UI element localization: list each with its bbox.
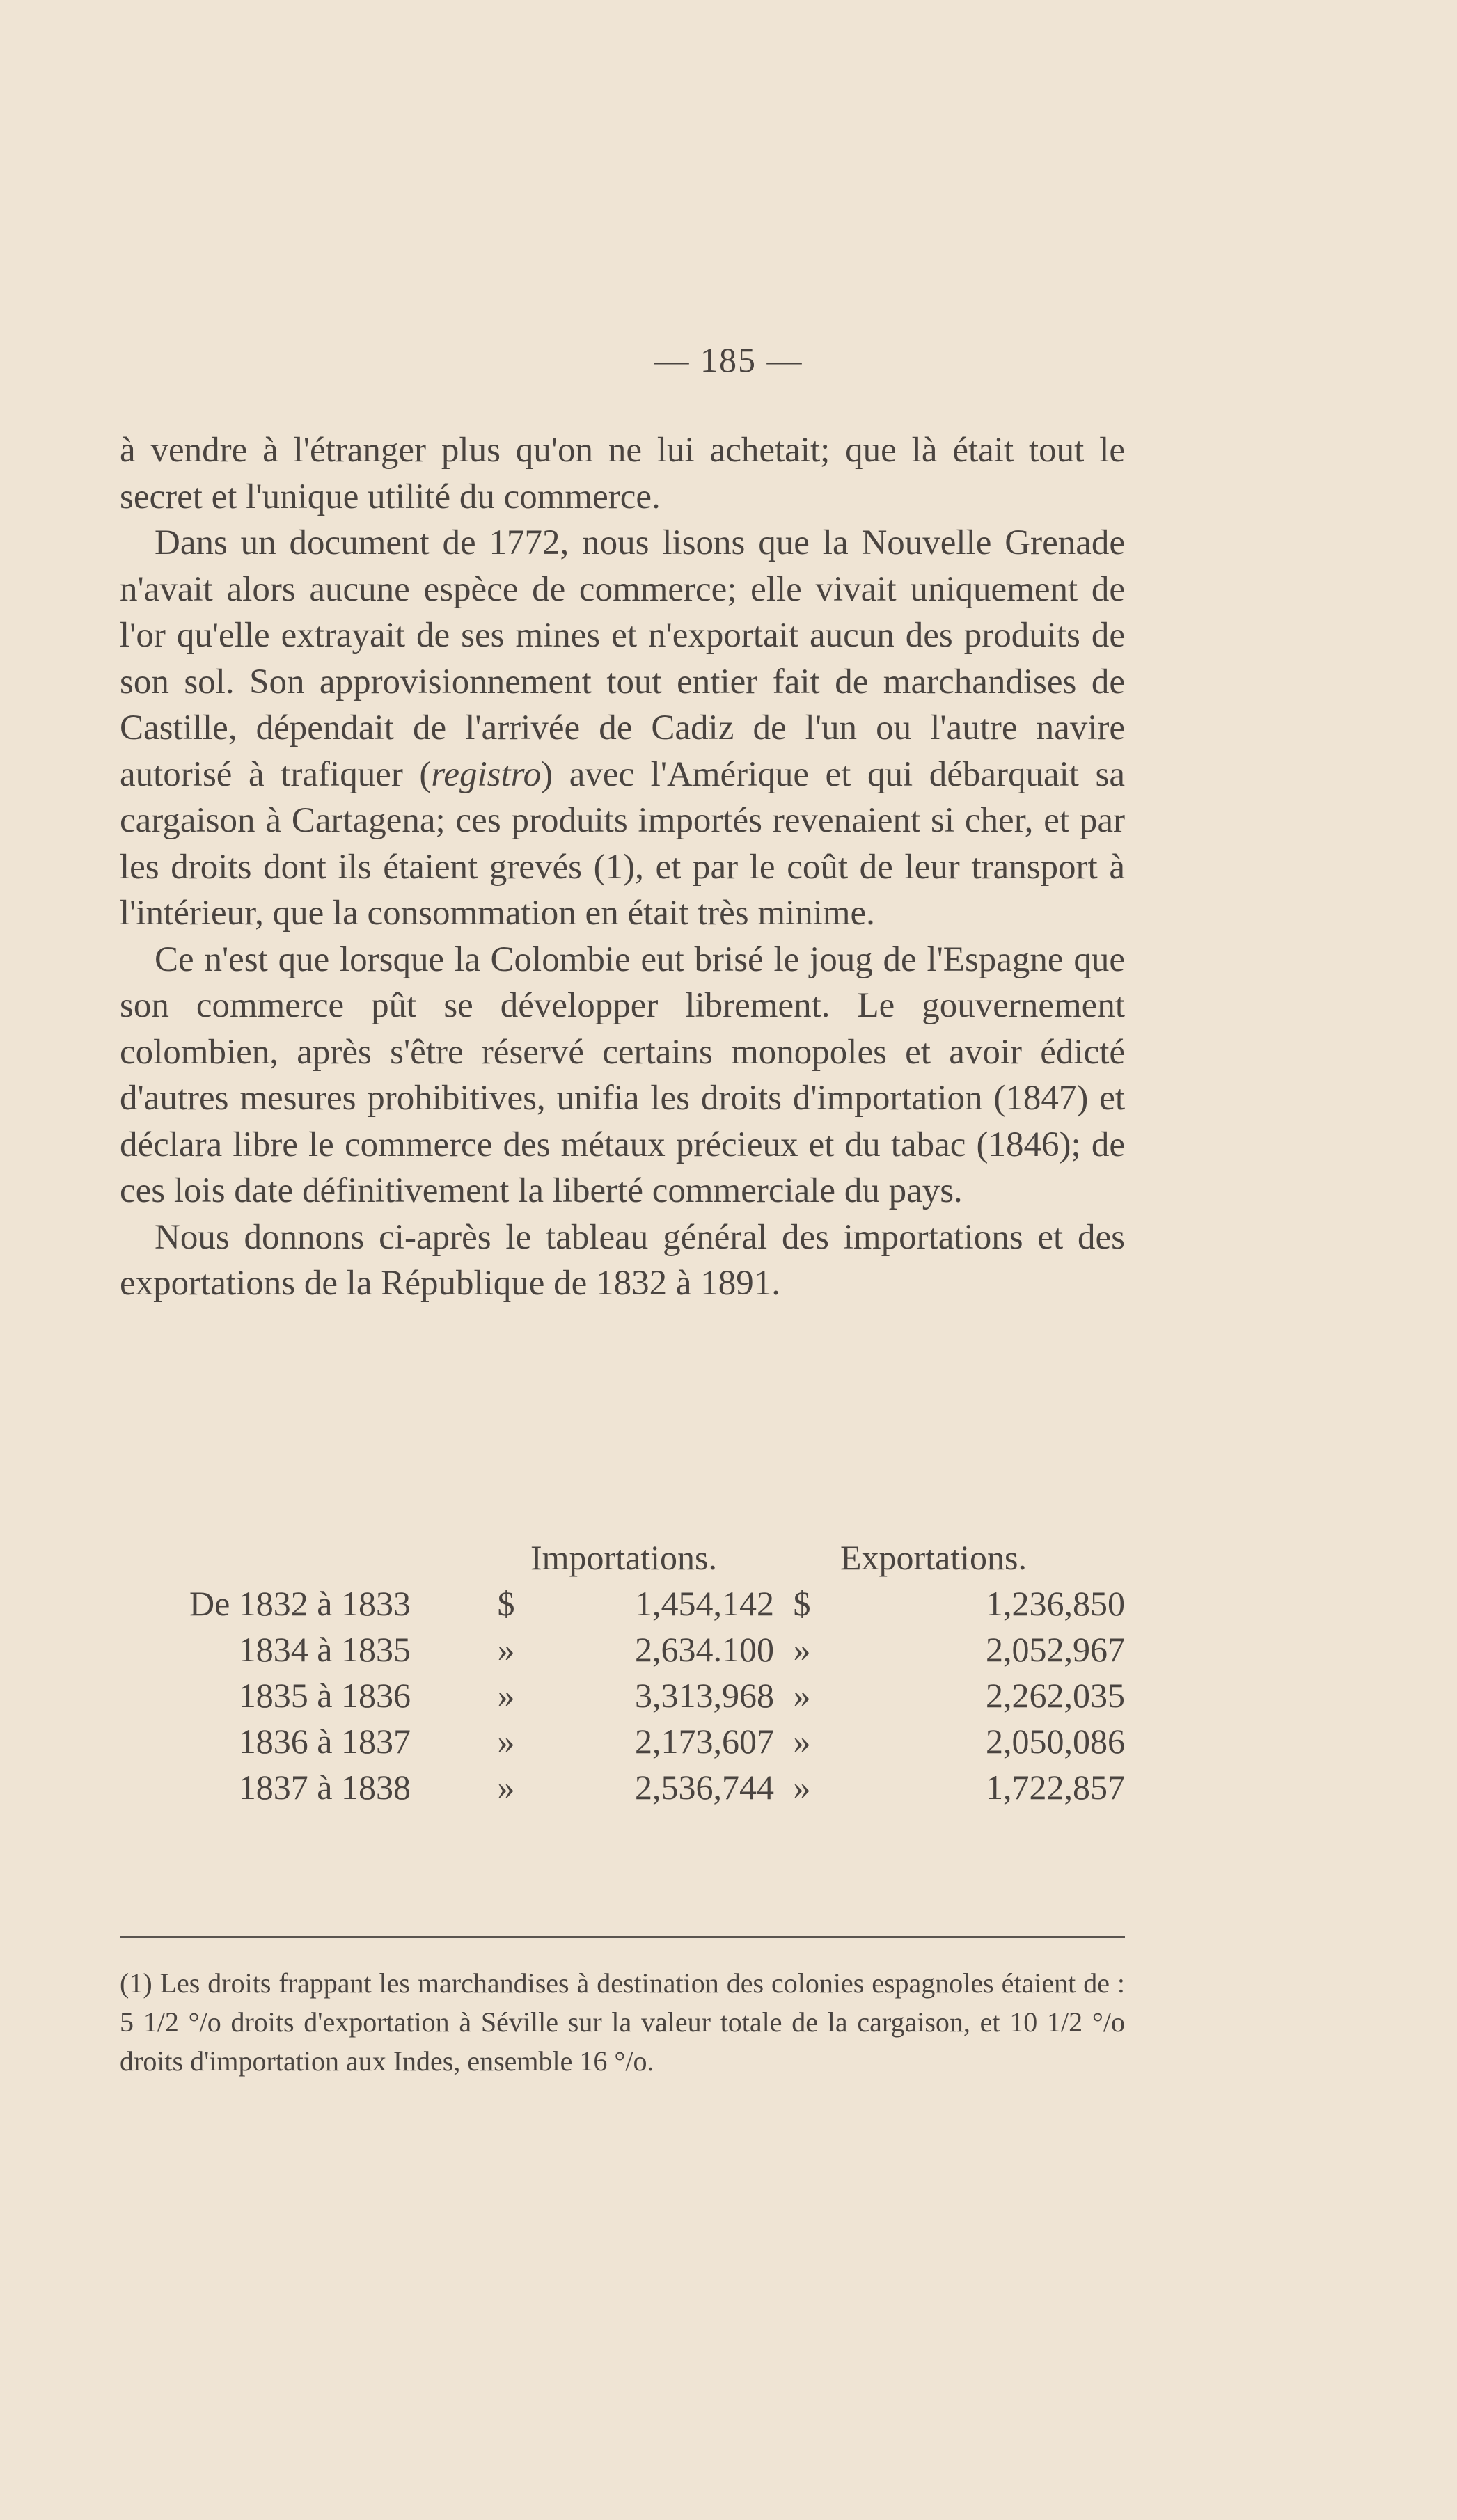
table-row — [120, 1764, 1125, 1810]
cell-period: 1837 à 1838 — [238, 1768, 411, 1807]
cell-period: De 1832 à 1833 — [189, 1584, 411, 1623]
table-row — [120, 1580, 1125, 1626]
trade-table — [120, 1535, 1125, 1810]
cell-currency-imports: » — [497, 1768, 515, 1807]
cell-currency-imports: $ — [497, 1584, 515, 1623]
cell-imports: 2,173,607 — [635, 1722, 774, 1761]
cell-exports: 2,052,967 — [986, 1630, 1125, 1669]
cell-exports: 1,236,850 — [986, 1584, 1125, 1623]
table-row — [120, 1718, 1125, 1764]
body-text — [120, 427, 1125, 1307]
header-exports: Exportations. — [840, 1538, 1027, 1577]
header-imports: Importations. — [530, 1538, 718, 1577]
paragraph-2-part-b: ) avec l'Amérique et qui débarquait sa cargaison à Cartagena; ces produits importés revenaient si cher, et par les droits dont ils étaient grevés (1), et par le coût de leur transport à l'intérieur, que la consommation en était très minime. — [120, 754, 1126, 933]
cell-exports: 2,050,086 — [986, 1722, 1125, 1761]
cell-currency-imports: » — [497, 1676, 515, 1715]
cell-currency-exports: » — [793, 1676, 811, 1715]
cell-exports: 2,262,035 — [986, 1676, 1125, 1715]
footnote: (1) Les droits frappant les marchandises à destination des colonies espagnoles étaient de : 5 1/2 °/o droits d'exportation à Séville sur la valeur totale de la cargaison, et 10 1/2 °/o droits d'importation aux Indes, ensemble 16 °/o. — [120, 1967, 1125, 2077]
cell-period: 1836 à 1837 — [238, 1722, 411, 1761]
paragraph-2-part-a: Dans un document de 1772, nous lisons que la Nouvelle Grenade n'avait alors aucune espèce de commerce; elle vivait uniquement de l'or qu'elle extrayait de ses mines et n'exportait aucun des produits de son sol. Son approvisionnement tout entier fait de marchandises de Castille, dépendait de l'arrivée de Cadiz de l'un ou l'autre navire autorisé à trafiquer ( — [120, 523, 1125, 794]
cell-period: 1835 à 1836 — [238, 1676, 411, 1715]
paragraph-3: Ce n'est que lorsque la Colombie eut brisé le joug de l'Espagne que son commerce pût se développer librement. Le gouvernement colombien, après s'être réservé certains monopoles et avoir édicté d'autres mesures prohibitives, unifia les droits d'importation (1847) et déclara libre le commerce des métaux précieux et du tabac (1846); de ces lois date définitivement la liberté commerciale du pays. — [120, 940, 1125, 1210]
cell-imports: 1,454,142 — [635, 1584, 774, 1623]
cell-currency-imports: » — [497, 1630, 515, 1669]
cell-currency-exports: $ — [793, 1584, 811, 1623]
cell-currency-exports: » — [793, 1630, 811, 1669]
table-row — [120, 1672, 1125, 1718]
cell-imports: 2,634.100 — [635, 1630, 774, 1669]
table-row — [120, 1626, 1125, 1672]
page-number: — 185 — — [654, 340, 803, 379]
cell-currency-imports: » — [497, 1722, 515, 1761]
footnote-divider — [120, 1936, 1125, 1938]
cell-period: 1834 à 1835 — [238, 1630, 411, 1669]
cell-exports: 1,722,857 — [986, 1768, 1125, 1807]
cell-imports: 3,313,968 — [635, 1676, 774, 1715]
paragraph-1: à vendre à l'étranger plus qu'on ne lui achetait; que là était tout le secret et l'unique utilité du commerce. — [120, 431, 1125, 516]
cell-currency-exports: » — [793, 1768, 811, 1807]
cell-currency-exports: » — [793, 1722, 811, 1761]
paragraph-2 — [120, 520, 1125, 937]
italic-term-registro: registro — [431, 754, 542, 794]
cell-imports: 2,536,744 — [635, 1768, 774, 1807]
table-header — [120, 1535, 1125, 1580]
paragraph-4: Nous donnons ci-après le tableau général des importations et des exportations de la République de 1832 à 1891. — [120, 1217, 1125, 1303]
